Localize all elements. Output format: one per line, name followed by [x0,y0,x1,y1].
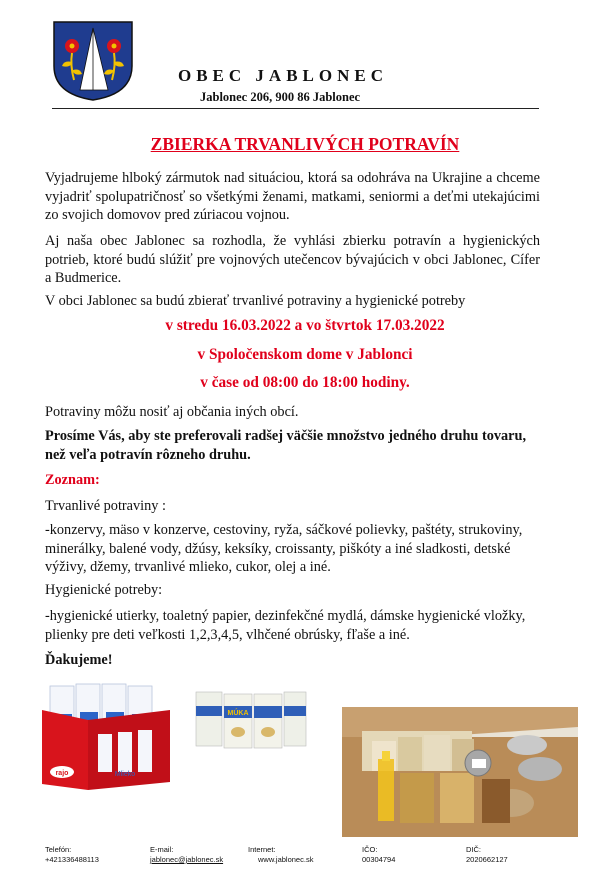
footer-email [150,845,223,865]
footer-web-label: Internet: [248,845,276,854]
footer-web-value: www.jablonec.sk [258,855,314,864]
coat-of-arms-logo [52,20,134,102]
decision-paragraph: Aj naša obec Jablonec sa rozhodla, že vyhlási zbierku potravín a hygienických potrieb, ktoré budú slúžiť pre vojnových utečencov bývajúcich v obci Jablonec, Cífer a Budmerice. [45,233,540,286]
footer-phone-label: Telefón: [45,845,72,854]
list-heading: Zoznam: [45,472,100,488]
food-heading: Trvanlivé potraviny : [45,498,166,514]
footer-ico [362,845,395,865]
milk-label-text: Mlieko [114,771,136,778]
page-title: ZBIERKA TRVANLIVÝCH POTRAVÍN [150,134,460,154]
footer-email-link[interactable]: jablonec@jablonec.sk [150,855,224,864]
hygiene-heading: Hygienické potreby: [45,582,163,598]
milk-brand-text: rajo [55,770,69,777]
footer-dic-label: DIČ: [466,845,481,854]
milk-cartons-image [40,680,172,790]
municipality-name: OBEC JABLONEC [178,66,388,85]
closing-text: Ďakujeme! [45,652,113,668]
hygiene-items: -hygienické utierky, toaletný papier, dezinfekčné mydlá, dámske hygienické vložky, plienky pre deti veľkosti 1,2,3,4,5, vlhčené obrúsky, fľaše a iné. [45,608,526,643]
event-dates: v stredu 16.03.2022 a vo štvrtok 17.03.2022 [165,317,445,334]
footer-email-label: E-mail: [150,845,174,854]
header-divider [52,108,539,109]
intro-paragraph: Vyjadrujeme hlboký zármutok nad situáciou, ktorá sa odohráva na Ukrajine a chceme vyjadriť spolupatričnosť so všetkými ženami, matkami, seniormi a deťmi utekajúcimi zo svojich domovov pred zúriacou vojnou. [45,170,540,223]
food-items: -konzervy, mäso v konzerve, cestoviny, ryža, sáčkové polievky, paštéty, strukoviny, minerálky, balené vody, džúsy, keksíky, croissanty, piškóty a iné sladkosti, detské výživy, džemy, trvanlivé mlieko, cukor, olej a iné. [45,522,523,575]
event-place: v Spoločenskom dome v Jablonci [197,346,413,363]
request-text: Prosíme Vás, aby ste preferovali radšej väčšie množstvo jedného druhu tovaru, než veľa potravín rôzneho druhu. [45,428,527,463]
food-box-image [342,707,578,837]
footer-ico-label: IČO: [362,845,378,854]
municipality-address: Jablonec 206, 900 86 Jablonec [200,90,361,104]
note-text: Potraviny môžu nosiť aj občania iných obcí. [45,404,299,420]
footer-dic-value: 2020662127 [466,855,508,864]
flour-packages-image [192,688,310,752]
footer-web [248,845,313,865]
footer-dic [466,845,508,865]
footer-phone-value: +421336488113 [45,855,99,864]
footer-phone [45,845,99,865]
event-time: v čase od 08:00 do 18:00 hodiny. [200,374,410,391]
flour-label-text: MÚKA [227,710,249,717]
footer-ico-value: 00304794 [362,855,396,864]
collection-paragraph: V obci Jablonec sa budú zbierať trvanlivé potraviny a hygienické potreby [45,293,466,309]
